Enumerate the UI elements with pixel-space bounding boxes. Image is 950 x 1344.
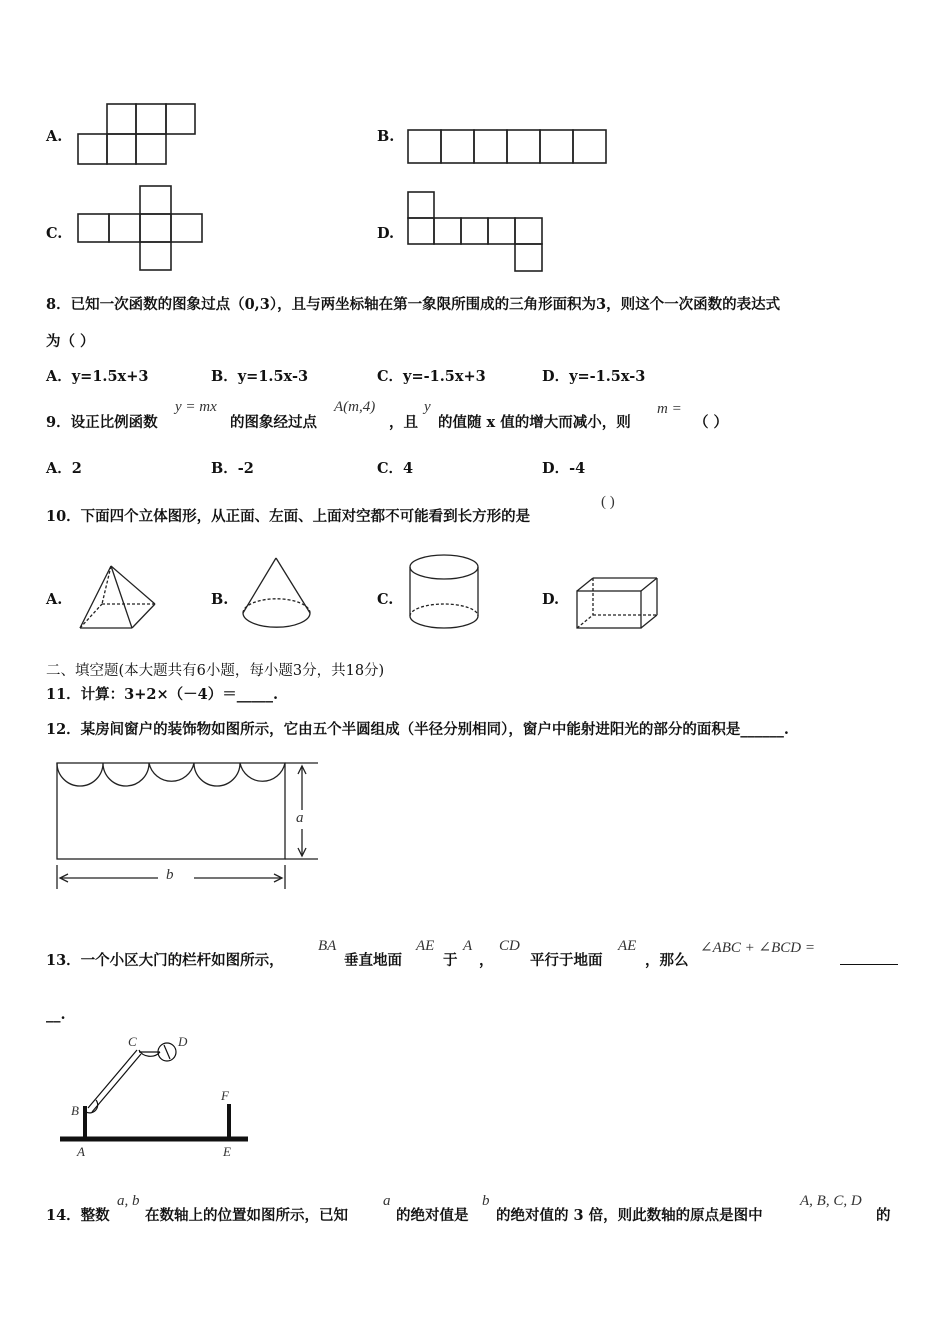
- gate-label-e: E: [223, 1144, 231, 1159]
- q13-math-cd: CD: [499, 938, 520, 954]
- q13-math-a: A: [463, 938, 473, 954]
- option-c-label: C.: [46, 225, 63, 242]
- q13-text-part2: 垂直地面: [344, 952, 402, 969]
- q13-tail: __.: [46, 1006, 66, 1023]
- q9-text-part4: 的值随 x 值的增大而减小，则: [438, 414, 631, 431]
- gate-label-c: C: [128, 1034, 137, 1049]
- q10-text: 10．下面四个立体图形，从正面、左面、上面对空都不可能看到长方形的是: [46, 508, 531, 525]
- q8-option-d: D．y=-1.5x-3: [542, 368, 646, 385]
- q13-text-part4: ，: [479, 952, 494, 969]
- q9-option-b: B．-2: [211, 460, 254, 477]
- q14-math-abcd: A, B, C, D: [800, 1193, 862, 1209]
- q13-text-part6: ，那么: [645, 952, 689, 969]
- q13-math-ae-2: AE: [618, 938, 637, 954]
- q8-option-a: A．y=1.5x+3: [46, 368, 149, 385]
- option-d-label: D.: [377, 225, 395, 242]
- q14-math-b: b: [482, 1193, 490, 1209]
- q9-option-c: C．4: [377, 460, 414, 477]
- q9-math-point-a: A(m,4): [334, 399, 376, 415]
- q14-math-a: a: [383, 1193, 391, 1209]
- window-label-b: b: [166, 867, 174, 883]
- q8-option-b: B．y=1.5x-3: [211, 368, 309, 385]
- option-a-label: A.: [46, 128, 63, 145]
- gate-label-a: A: [77, 1144, 85, 1159]
- q10-option-c-label: C.: [377, 591, 394, 608]
- q14-text-part4: 的绝对值的 3 倍，则此数轴的原点是图中: [496, 1207, 763, 1224]
- q9-text-part3: ，且: [389, 414, 418, 431]
- q13-math-angle-sum: ∠ABC + ∠BCD =: [700, 940, 815, 956]
- q8-line1: 8．已知一次函数的图象过点（0,3），且与两坐标轴在第一象限所围成的三角形面积为3，则这个一次函数的表达式: [46, 296, 781, 313]
- q9-math-m: m =: [657, 401, 682, 417]
- q9-option-d: D．-4: [542, 460, 586, 477]
- q10-option-b-label: B.: [211, 591, 229, 608]
- q8-line2: 为（ ）: [46, 333, 95, 350]
- q9-math-y-mx: y = mx: [175, 399, 217, 415]
- q14-text-part2: 在数轴上的位置如图所示，已知: [145, 1207, 348, 1224]
- q13-text-part3: 于: [443, 952, 458, 969]
- q9-text-part1: 9．设正比例函数: [46, 414, 158, 431]
- q9-math-y: y: [424, 399, 431, 415]
- q9-option-a: A．2: [46, 460, 82, 477]
- window-label-a: a: [296, 810, 304, 826]
- q8-option-c: C．y=-1.5x+3: [377, 368, 486, 385]
- gate-label-d: D: [178, 1034, 188, 1049]
- gate-label-f: F: [221, 1088, 229, 1103]
- q13-text-part1: 13．一个小区大门的栏杆如图所示，: [46, 952, 284, 969]
- q10-option-a-label: A.: [46, 591, 63, 608]
- q10-paren: ( ): [601, 494, 615, 510]
- q11-text: 11．计算：3+2×（－4）＝_____.: [46, 686, 279, 703]
- q10-option-d-label: D.: [542, 591, 560, 608]
- q14-text-part1: 14．整数: [46, 1207, 110, 1224]
- q13-math-ae: AE: [416, 938, 435, 954]
- q13-math-ba: BA: [318, 938, 337, 954]
- q12-text: 12．某房间窗户的装饰物如图所示，它由五个半圆组成（半径分别相同），窗户中能射进阳光的部分的面积是______.: [46, 721, 789, 738]
- q14-text-part5: 的: [876, 1207, 891, 1224]
- section-2-heading: 二、填空题(本大题共有6小题，每小题3分，共18分): [46, 663, 385, 679]
- q13-text-part5: 平行于地面: [530, 952, 603, 969]
- q9-text-part5: （ ）: [694, 414, 729, 431]
- q9-text-part2: 的图象经过点: [230, 414, 317, 431]
- gate-label-b: B: [71, 1103, 79, 1118]
- q14-math-ab: a, b: [117, 1193, 140, 1209]
- option-b-label: B.: [377, 128, 395, 145]
- q14-text-part3: 的绝对值是: [396, 1207, 469, 1224]
